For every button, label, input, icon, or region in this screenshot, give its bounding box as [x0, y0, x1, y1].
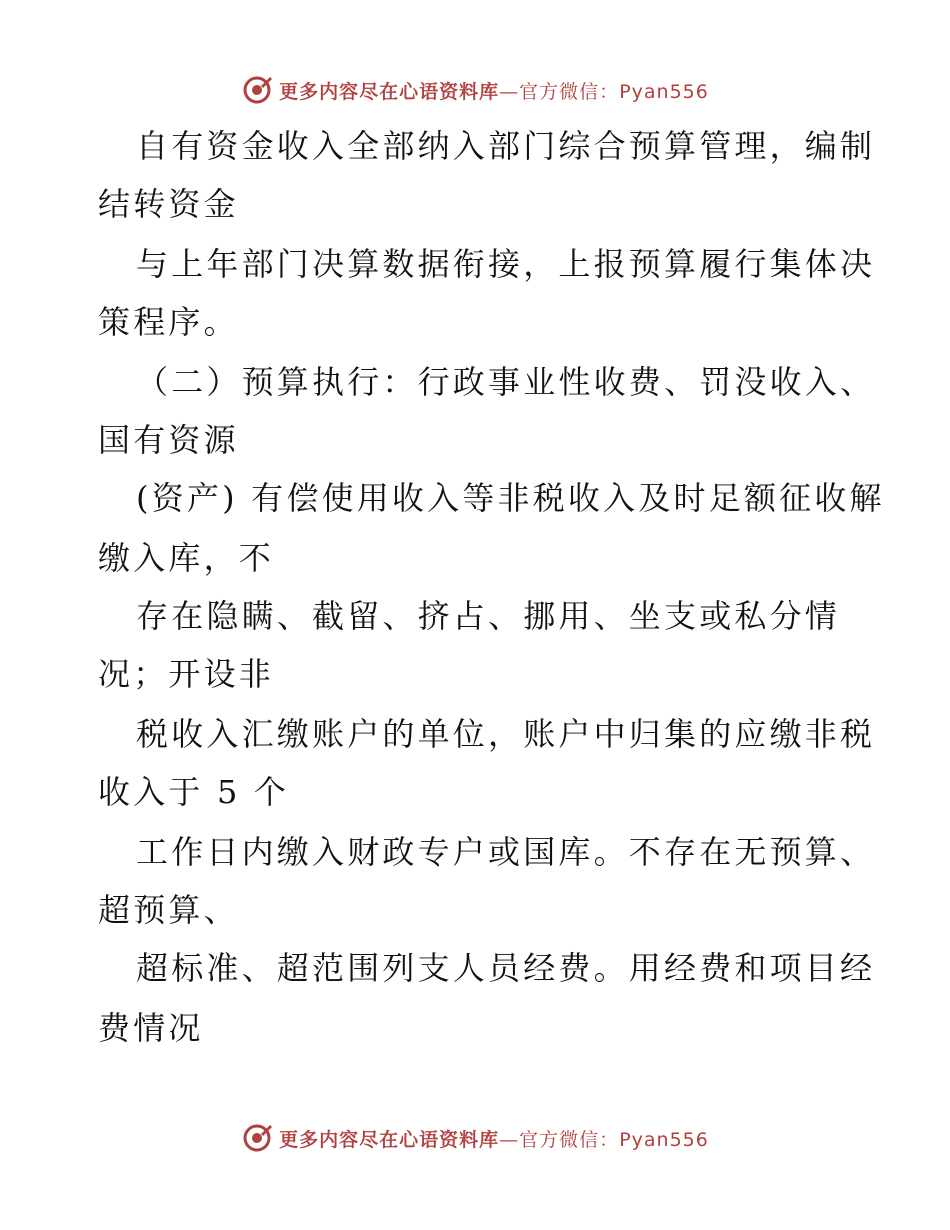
body-line: 与上年部门决算数据衔接，上报预算履行集体决 [136, 245, 876, 283]
pen-circle-logo-icon [241, 1122, 273, 1154]
body-line: 超标准、超范围列支人员经费。用经费和项目经 [136, 949, 876, 987]
body-line: 况；开设非 [98, 655, 275, 693]
pen-circle-logo-icon [241, 74, 273, 106]
body-line: 收入于 5 个 [98, 773, 290, 811]
body-line: 费情况 [98, 1009, 204, 1047]
watermark-wechat-id: Pyan556 [619, 80, 709, 103]
body-line: 超预算、 [98, 891, 239, 929]
watermark-wechat-id: Pyan556 [619, 1128, 709, 1151]
body-line: 国有资源 [98, 421, 239, 459]
body-line: （二）预算执行：行政事业性收费、罚没收入、 [136, 363, 876, 401]
body-line: (资产) 有偿使用收入等非税收入及时足额征收解 [136, 479, 885, 517]
body-line: 存在隐瞒、截留、挤占、挪用、坐支或私分情 [136, 597, 841, 635]
body-line: 缴入库，不 [98, 539, 275, 577]
header-watermark [0, 70, 950, 110]
watermark-brand: 更多内容尽在心语资料库 [279, 1128, 500, 1151]
watermark-wechat-label: 官方微信： [519, 1128, 620, 1151]
footer-watermark [0, 1118, 950, 1158]
body-line: 自有资金收入全部纳入部门综合预算管理，编制 [136, 127, 876, 165]
watermark-wechat-label: 官方微信： [519, 80, 620, 103]
body-line: 结转资金 [98, 185, 239, 223]
body-line: 税收入汇缴账户的单位，账户中归集的应缴非税 [136, 715, 876, 753]
body-line: 策程序。 [98, 303, 239, 341]
watermark-dash: — [499, 1128, 520, 1151]
watermark-brand: 更多内容尽在心语资料库 [279, 80, 500, 103]
watermark-dash: — [499, 80, 520, 103]
body-line: 工作日内缴入财政专户或国库。不存在无预算、 [136, 833, 876, 871]
